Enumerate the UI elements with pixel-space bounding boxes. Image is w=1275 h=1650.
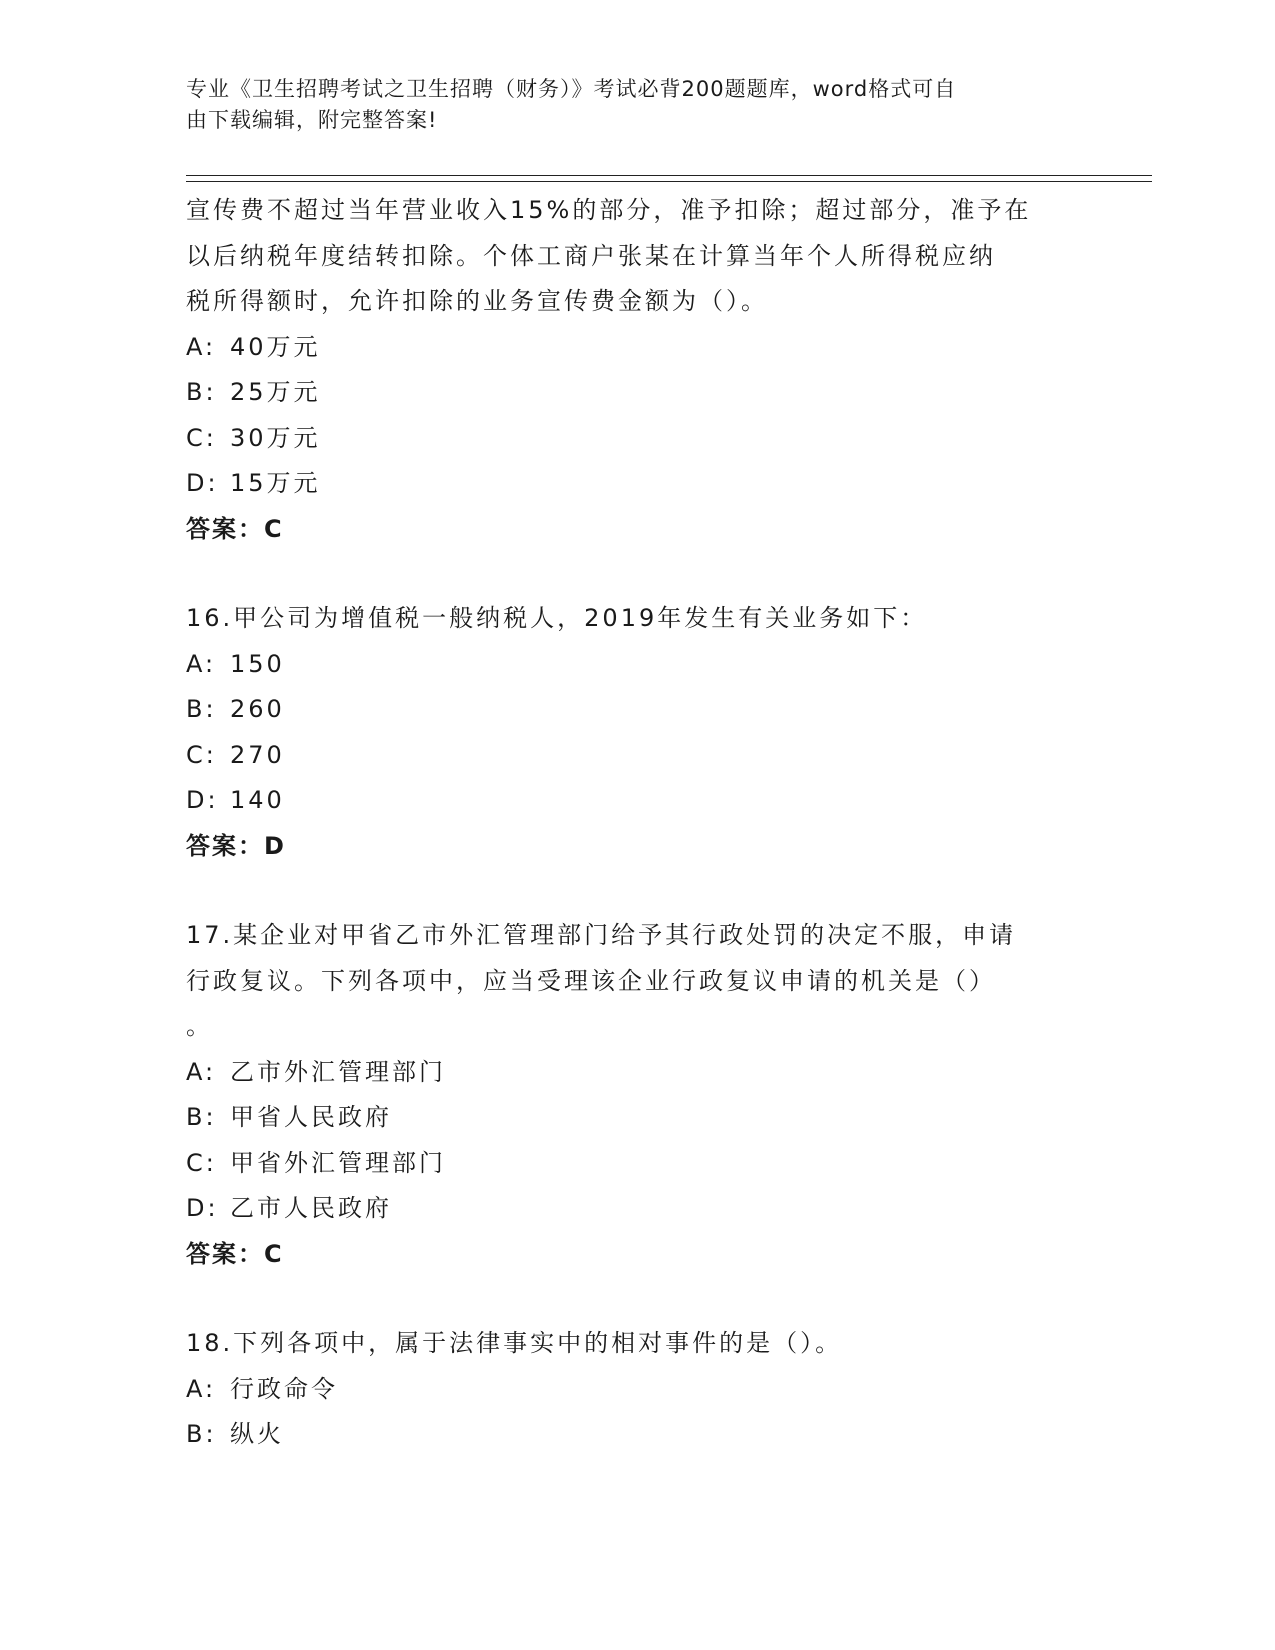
- question-stem-line: 。: [186, 1012, 213, 1040]
- question-stem-line: 宣传费不超过当年营业收入15%的部分，准予扣除；超过部分，准予在: [186, 196, 1032, 224]
- option-b: [186, 370, 1086, 416]
- question-stem-line: 以后纳税年度结转扣除。个体工商户张某在计算当年个人所得税应纳: [186, 241, 996, 270]
- option-b: [186, 687, 1086, 733]
- option-text: 甲省外汇管理部门: [230, 1148, 446, 1177]
- option-letter: C:: [186, 740, 217, 769]
- option-text: 25万元: [230, 378, 321, 406]
- option-text: 乙市人民政府: [230, 1194, 392, 1222]
- option-text: 甲省人民政府: [230, 1103, 392, 1131]
- option-letter: B:: [186, 378, 217, 406]
- option-text: 行政命令: [230, 1374, 338, 1403]
- option-text: 270: [230, 740, 285, 769]
- option-letter: C:: [186, 423, 217, 452]
- answer-line: 答案：C: [186, 514, 284, 543]
- answer-line: 答案：C: [186, 1239, 284, 1268]
- option-b: [186, 1095, 1086, 1141]
- option-letter: C:: [186, 1148, 217, 1177]
- option-a: [186, 325, 1086, 371]
- question-stem-line: 16.甲公司为增值税一般纳税人，2019年发生有关业务如下：: [186, 604, 928, 632]
- option-a: [186, 1050, 1086, 1096]
- spacer: [186, 1277, 1086, 1321]
- question-16: [186, 596, 1086, 869]
- option-letter: D:: [186, 469, 219, 497]
- spacer: [186, 552, 1086, 596]
- option-text: 30万元: [230, 423, 321, 452]
- question-stem-line: 18.下列各项中，属于法律事实中的相对事件的是（）。: [186, 1329, 843, 1357]
- option-text: 140: [230, 786, 285, 814]
- option-letter: A:: [186, 1374, 217, 1403]
- header-line-1: 专业《卫生招聘考试之卫生招聘（财务）》考试必背200题题库，word格式可自: [186, 77, 957, 101]
- option-letter: A:: [186, 649, 217, 678]
- header-divider-bottom: [186, 181, 1152, 182]
- option-a: [186, 1367, 1086, 1413]
- header-line-2: 由下载编辑，附完整答案!: [186, 108, 438, 132]
- question-17: [186, 913, 1086, 1277]
- option-c: [186, 1141, 1086, 1187]
- option-text: 40万元: [230, 332, 321, 361]
- question-stem-line: 行政复议。下列各项中，应当受理该企业行政复议申请的机关是（）: [186, 966, 996, 995]
- question-stem-line: 税所得额时，允许扣除的业务宣传费金额为（）。: [186, 287, 768, 315]
- option-text: 15万元: [230, 469, 321, 497]
- answer-line: 答案：D: [186, 831, 286, 860]
- option-d: [186, 778, 1086, 824]
- option-letter: A:: [186, 332, 217, 361]
- option-letter: B:: [186, 1103, 217, 1131]
- question-list: [186, 188, 1086, 1458]
- option-letter: D:: [186, 786, 219, 814]
- question-stem-line: 17.某企业对甲省乙市外汇管理部门给予其行政处罚的决定不服，申请: [186, 921, 1017, 949]
- option-c: [186, 733, 1086, 779]
- option-letter: B:: [186, 695, 217, 723]
- option-c: [186, 416, 1086, 462]
- question-18: [186, 1321, 1086, 1458]
- option-d: [186, 461, 1086, 507]
- option-a: [186, 642, 1086, 688]
- option-d: [186, 1186, 1086, 1232]
- header-divider-top: [186, 175, 1152, 176]
- option-text: 260: [230, 695, 285, 723]
- option-b: [186, 1412, 1086, 1458]
- option-letter: A:: [186, 1057, 217, 1086]
- option-text: 乙市外汇管理部门: [230, 1057, 446, 1086]
- document-header: [186, 74, 1066, 136]
- question-15: [186, 188, 1086, 552]
- option-letter: B:: [186, 1420, 217, 1448]
- option-text: 150: [230, 649, 285, 678]
- option-letter: D:: [186, 1194, 219, 1222]
- spacer: [186, 869, 1086, 913]
- option-text: 纵火: [230, 1420, 284, 1448]
